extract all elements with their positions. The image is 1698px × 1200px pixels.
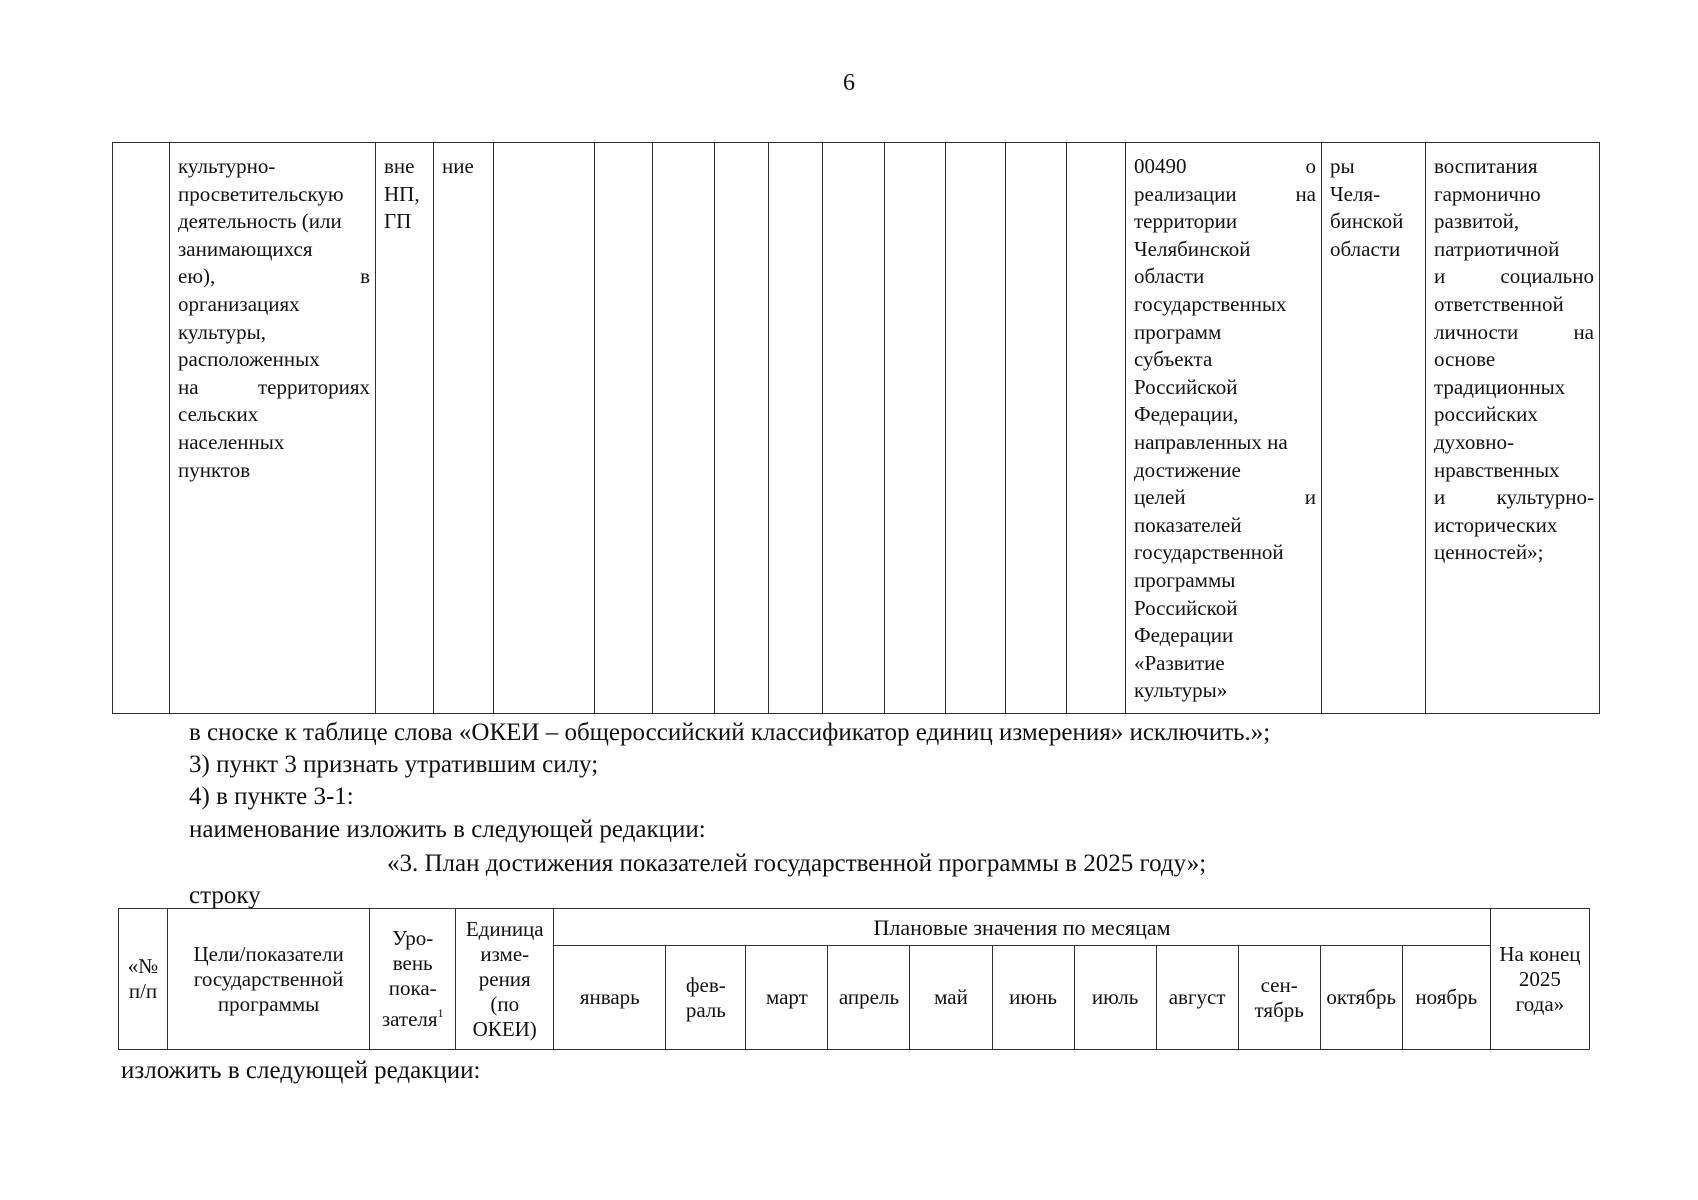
header-month-jan: январь: [554, 946, 666, 1050]
row-word: строку: [189, 882, 261, 909]
footnote-marker: 1: [437, 1006, 444, 1020]
header-month-sep: сен- тябрь: [1238, 946, 1320, 1050]
footnote-change-text: в сноске к таблице слова «ОКЕИ – общероссийский классификатор единиц измерения» исключить.»;: [189, 719, 1271, 746]
item-3-text: 3) пункт 3 признать утратившим силу;: [189, 751, 599, 778]
item-4-text: 4) в пункте 3-1:: [189, 783, 354, 810]
header-month-may: май: [910, 946, 992, 1050]
header-level: Уро- вень пока- зателя$^1$: [370, 909, 456, 1050]
header-year-end: На конец 2025 года»: [1490, 909, 1589, 1050]
name-edit-text: наименование изложить в следующей редакции:: [189, 816, 706, 843]
page-number: 6: [843, 70, 855, 96]
cell-unit: ние: [434, 143, 494, 714]
header-month-feb: фев- раль: [666, 946, 746, 1050]
cell-empty: [946, 143, 1006, 714]
header-month-apr: апрель: [828, 946, 910, 1050]
cell-empty: [494, 143, 595, 714]
new-section-title: «3. План достижения показателей государственной программы в 2025 году»;: [387, 850, 1207, 877]
cell-goal-link: воспитания гармонично развитой, патриотичной и социально ответственной личности на основе традиционных российских духовно- нравственных и культурно- исторических ценностей»;: [1426, 143, 1600, 714]
cell-related-documents: 00490 о реализации на территории Челябинской области государственных программ субъекта Российской Федерации, направленных на достижение целей и показателей государственной программы Российской Федерации «Развитие культуры»: [1126, 143, 1322, 714]
header-monthly-plan: Плановые значения по месяцам: [554, 909, 1491, 946]
cell-empty: [885, 143, 946, 714]
header-unit: Единица изме- рения (по ОКЕИ): [456, 909, 554, 1050]
header-month-jul: июль: [1074, 946, 1156, 1050]
cell-empty: [595, 143, 653, 714]
header-month-mar: март: [746, 946, 828, 1050]
cell-empty: [823, 143, 885, 714]
header-month-nov: ноябрь: [1402, 946, 1490, 1050]
header-goals: Цели/показатели государственной программы: [168, 909, 370, 1050]
cell-number: [113, 143, 170, 714]
cell-empty: [715, 143, 769, 714]
cell-empty: [1067, 143, 1126, 714]
cell-empty: [653, 143, 715, 714]
edit-below-text: изложить в следующей редакции:: [121, 1057, 481, 1084]
cell-responsible: ры Челя- бинской области: [1322, 143, 1426, 714]
header-number: «№ п/п: [119, 909, 168, 1050]
header-month-aug: август: [1156, 946, 1238, 1050]
cell-level: вне НП, ГП: [376, 143, 434, 714]
header-month-jun: июнь: [992, 946, 1074, 1050]
plan-table-header: [118, 908, 1590, 1050]
cell-indicator-name: культурно- просветительскую деятельность (или занимающихся ею), в организациях культуры, расположенных на территориях сельских населенных пунктов: [170, 143, 376, 714]
indicators-table-continuation: [112, 142, 1600, 714]
header-month-oct: октябрь: [1320, 946, 1402, 1050]
cell-empty: [1006, 143, 1067, 714]
cell-empty: [769, 143, 823, 714]
